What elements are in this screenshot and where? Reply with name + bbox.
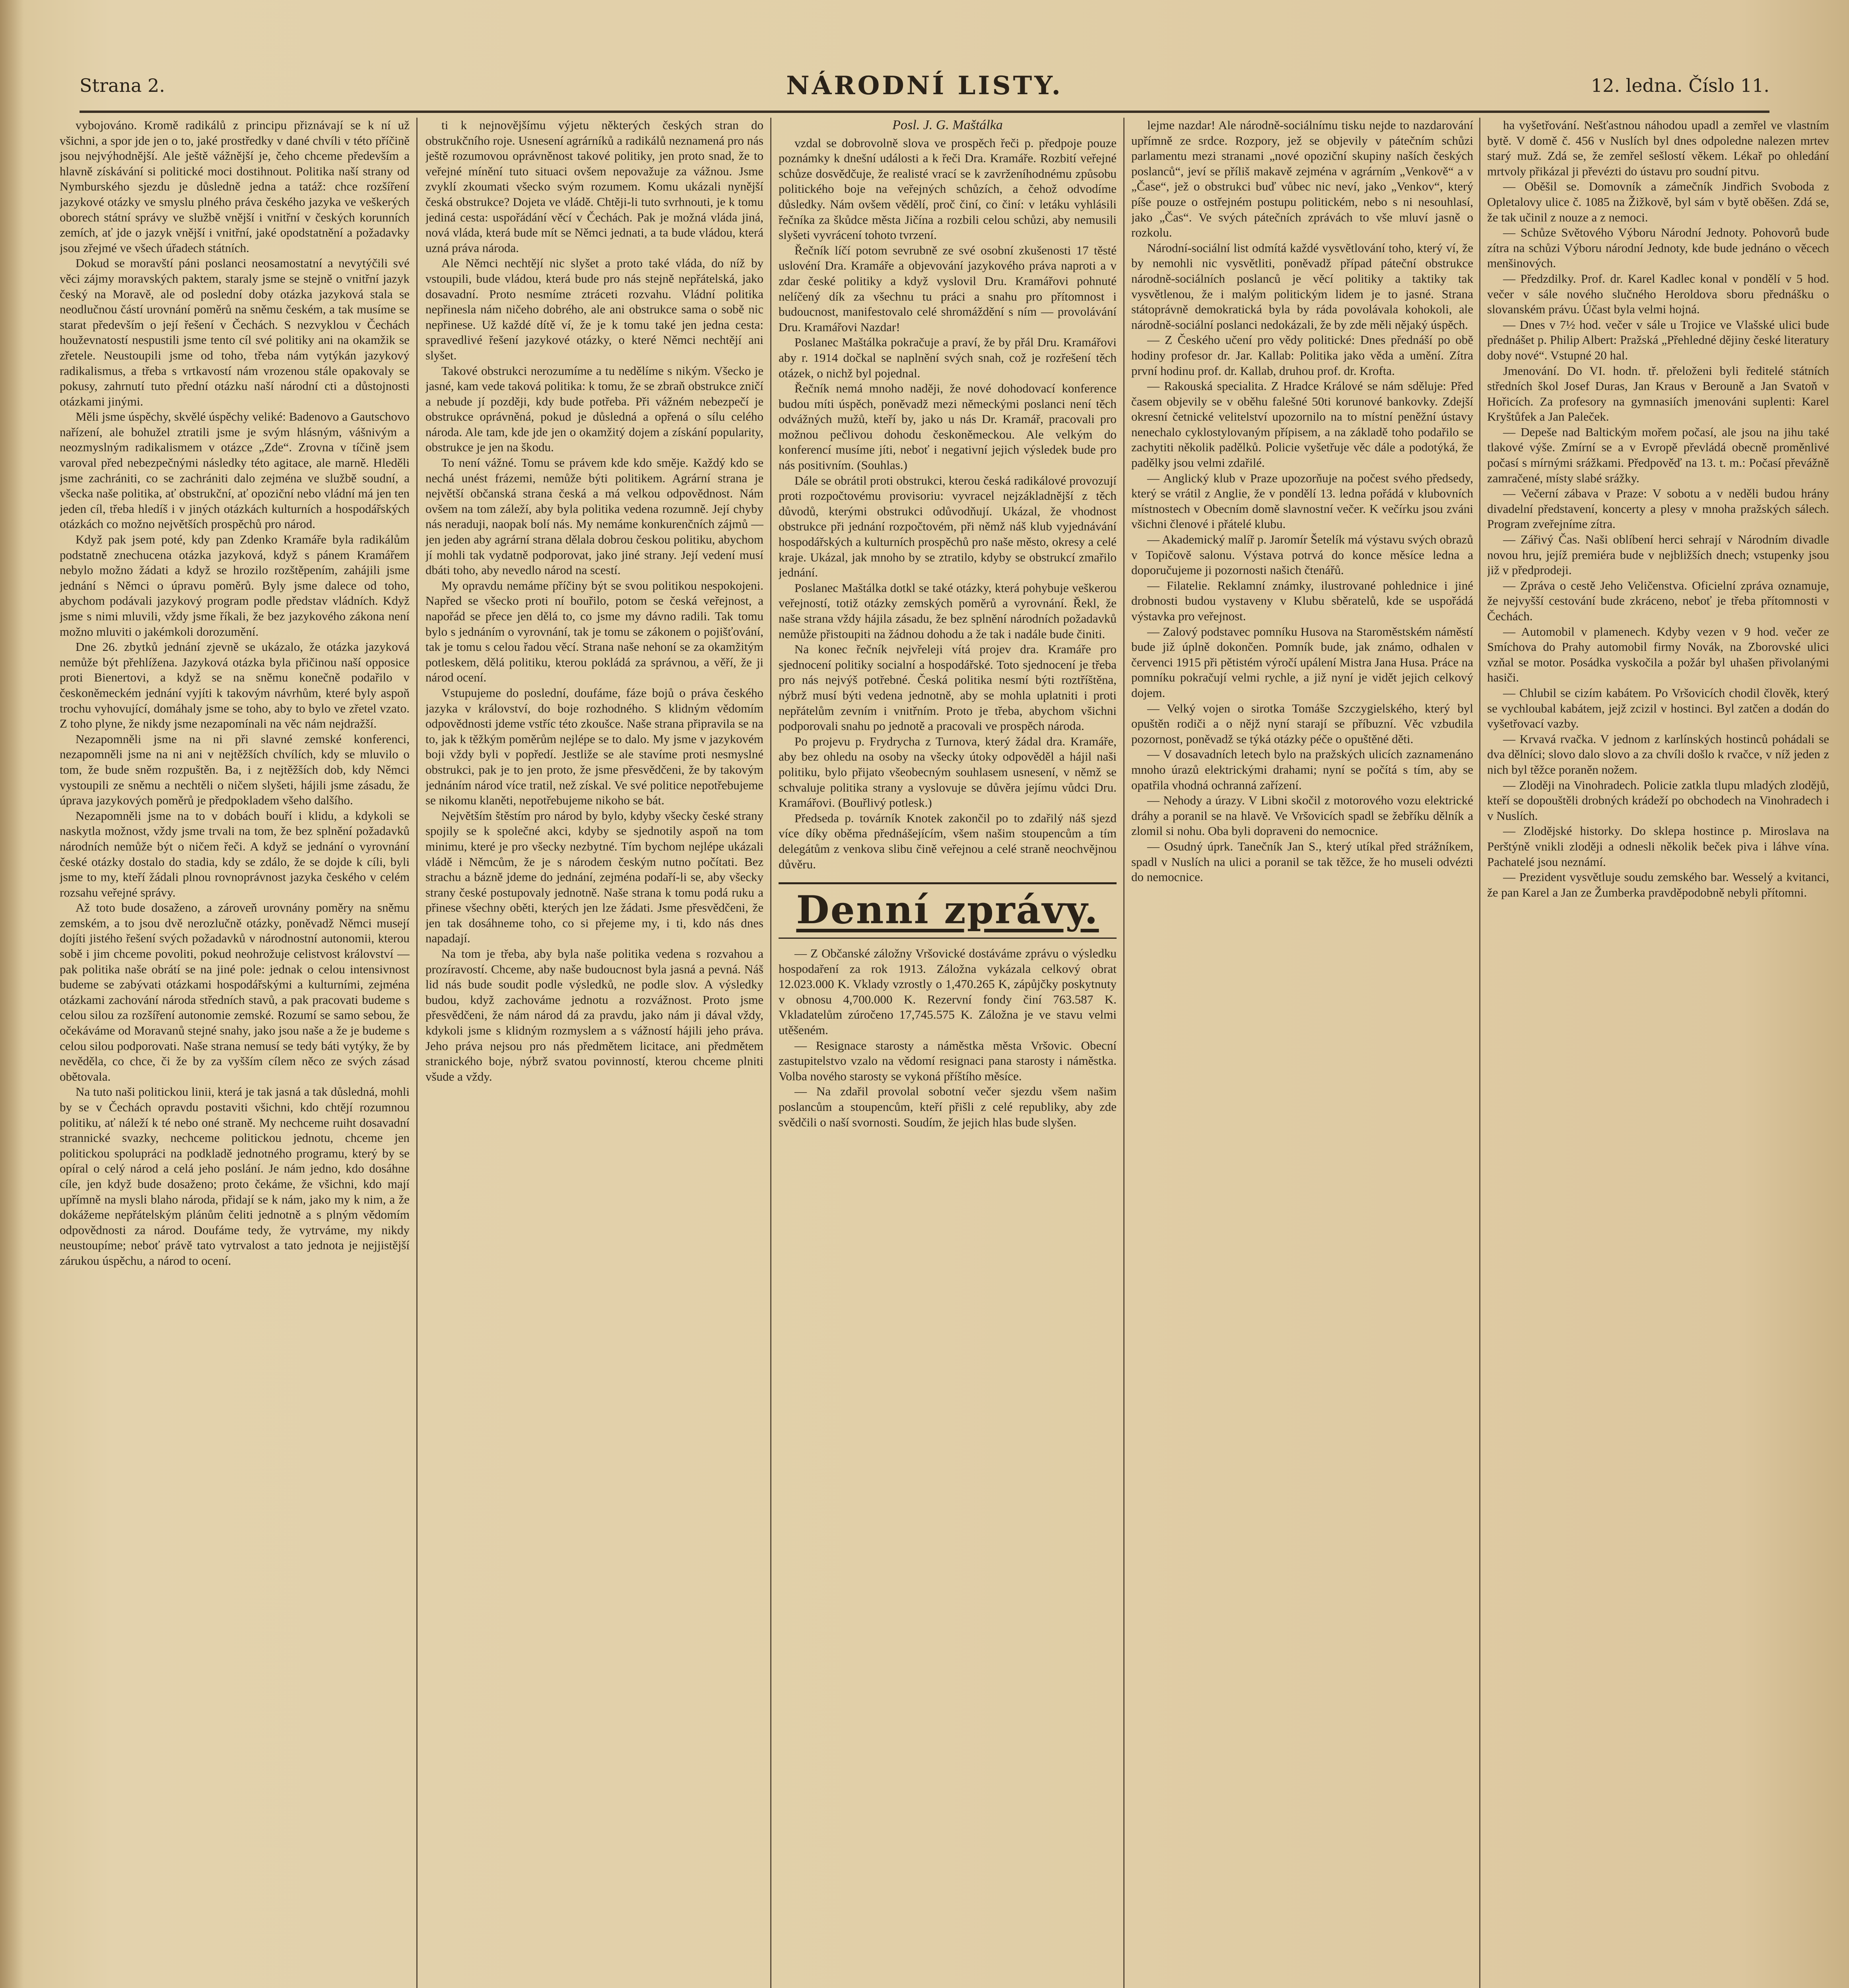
article-paragraph: Nezapomněli jsme na ni při slavné zemské konferenci, nezapomněli jsme na ni ani v nejtěžších chvílích, kdy se mluvilo o tom, že bude sněm rozpuštěn. Ba, i z nejtěžších dob, kdy Němci vystoupili ze sněmu a nechtěli o ničem slyšeti, hájili jsme zásadu, že úprava jazykových poměrů je předpokladem všeho dalšího. <box>60 732 410 808</box>
column-divider <box>1479 118 1480 1988</box>
news-item: — Zloději na Vinohradech. Policie zatkla tlupu mladých zlodějů, kteří se dopouštěli drobných krádeží po obchodech na Vinohradech i v Nuslích. <box>1487 778 1829 823</box>
header-rule <box>80 111 1769 113</box>
news-item: — Chlubil se cizím kabátem. Po Vršovicích chodil člověk, který se vychloubal kabátem, jejž zcizil v hostinci. Byl zatčen a dodán do vyšetřovací vazby. <box>1487 685 1829 731</box>
news-item: — Automobil v plamenech. Kdyby vezen v 9 hod. večer ze Smíchova do Prahy automobil firmy Novák, na Zborovské ulici vzňal se motor. Posádka vyskočila a požár byl uhašen přivolanými hasiči. <box>1487 624 1829 685</box>
article-paragraph: Na konec řečník nejvřeleji vítá projev dra. Kramáře pro sjednocení politiky socialní a hospodářské. Toto sjednocení je třeba pro nás nejvýš potřebné. Česká politika nesmí býti roztříštěna, nýbrž musí býti vedena jednotně, aby se mohla uplatniti i proti nepřátelům zevním i vnitřním. Proto je třeba, abychom všichni podporovali snahu po jednotě a pracovali ve prospěch národa. <box>779 642 1117 733</box>
news-item: — Předzdilky. Prof. dr. Karel Kadlec konal v pondělí v 5 hod. večer v sále nového slučného Heroldova sboru přednášku o slovanském právu. Účast byla velmi hojná. <box>1487 271 1829 316</box>
section-rule <box>779 882 1117 884</box>
news-item: — Prezident vysvětluje soudu zemského bar. Wesselý a kvitanci, že pan Karel a Jan ze Žumberka pravděpodobně nebyli přítomni. <box>1487 870 1829 899</box>
article-paragraph: vzdal se dobrovolně slova ve prospěch řeči p. předpoje pouze poznámky k dnešní události a k řeči Dra. Kramáře. Rozbití veřejné schůze dosvědčuje, že realisté vrací se k zavrženíhodnému způsobu politického boje na veřejných schůzích, a čehož odvodíme důsledky. Nám ovšem vědělí, proč činí, co činí: v letáku vyhlásili řečníka za škůdce města Jičína a rozbili celou schůzi, aby nemusili slyšeti vyvrácení tohoto tvrzení. <box>779 136 1117 242</box>
news-item: — Krvavá rvačka. V jednom z karlínských hostinců pohádali se dva dělníci; slovo dalo slovo a za chvíli došlo k rvačce, v níž jeden z nich byl těžce poraněn nožem. <box>1487 732 1829 777</box>
binding-shadow <box>0 0 24 1988</box>
news-item: — Zlodějské historky. Do sklepa hostince p. Miroslava na Perštýně vnikli zloději a odnesli několik beček piva i láhve vína. Pachatelé jsou neznámí. <box>1487 824 1829 869</box>
news-item: — Rakouská specialita. Z Hradce Králové se nám sděluje: Před časem objevily se v oběhu falešné 50ti korunové bankovky. Zdejší okresní četnické velitelství upozornilo na to místní peněžní ústavy nenechalo cyklostylovaným přípisem, a na základě toho podařilo se zachytiti několik padělků. Policie vyšetřuje věc dále a podotýká, že padělky jsou velmi zdařilé. <box>1131 379 1473 470</box>
news-item: — Filatelie. Reklamní známky, ilustrované pohlednice i jiné drobnosti budou vystaveny v Klubu sběratelů, kde se uspořádá výstavka pro veřejnost. <box>1131 578 1473 623</box>
masthead-title: NÁRODNÍ LISTY. <box>786 71 1063 101</box>
article-paragraph: Vstupujeme do poslední, doufáme, fáze bojů o práva českého jazyka v království, do boje rozhodného. S klidným vědomím odpovědnosti jdeme vstříc této zkoušce. Naše strana připravila se na to, jak k těžkým poměrům nejlépe se to dalo. My jsme v jazykovém boji vždy byli v popředí. Jestliže se ale stavíme proti nesmyslné obstrukci, pak je to jen proto, že jsme přesvědčeni, že by takovým jednáním národ více tratil, než získal. Ve své politice nepotřebujeme se nikomu klaněti, nepotřebujeme nikoho se bát. <box>425 685 763 808</box>
news-item: — V dosavadních letech bylo na pražských ulicích zaznamenáno mnoho úrazů elektrickými drahami; nyní se počítá s tím, aby se opatřila vhodná ochranná zařízení. <box>1131 747 1473 792</box>
news-item: lejme nazdar! Ale národně-sociálnímu tisku nejde to nazdarování upřímně ze srdce. Rozpory, jež se objevily v pátečním schůzi parlamentu mezi stranami „nové opoziční skupiny naších českých poslanců“, jeví se příliš makavě zejména v agrárním „Venkově“ a v „Čase“, jež o obstrukci buď vůbec nic neví, jako „Venkov“, který píše pouze o ostřejném postupu politickém, nebo s ni nesouhlasí, jako „Čas“. Ve svých pátečních zprávách to vše mluví jasně o rozkolu. <box>1131 118 1473 240</box>
article-paragraph: Na tuto naši politickou linii, která je tak jasná a tak důsledná, mohli by se v Čechách opravdu postaviti všichni, kdo chtějí rozumnou politiku, ať náleží k té nebo oné straně. My nechceme ruiht dosavadní strannické svazky, nechceme politickou jednotu, chceme jen politickou spolupráci na podkladě jednotného programu, který by se opíral o celý národ a celá jeho poslání. Je nám jedno, kdo dosáhne cíle, jen když bude dosaženo; proto čekáme, že všichni, kdo mají upřímně na mysli blaho národa, přidají se k nám, jako my k nim, a že dokážeme nepřátelským plánům čeliti jednotně a s plným vědomím odpovědnosti za národ. Doufáme tedy, že vytrváme, my nikdy neustoupíme; neboť právě tato vytrvalost a tato jednota je nejjistější zárukou úspěchu, a národ to ocení. <box>60 1085 410 1268</box>
article-paragraph: Poslanec Maštálka pokračuje a praví, že by přál Dru. Kramářovi aby r. 1914 dočkal se naplnění svých snah, což je rozřešení těch otázek, o nichž byl pojednal. <box>779 335 1117 380</box>
article-paragraph: Řečník nemá mnoho naději, že nové dohodovací konference budou míti úspěch, poněvadž mezi německými poslanci není těch odvážných mužů, kteří by, jako u nás Dr. Kramář, pracovali pro možnou pečlivou dohodu českoněmeckou. Ale velkým do konferencí musíme jíti, neboť i negativní jejich výsledek bude pro nás positivním. (Souhlas.) <box>779 381 1117 472</box>
column-divider <box>416 118 418 1988</box>
news-item: — Zářivý Čas. Naši oblíbení herci sehrají v Národním divadle novou hru, jejíž premiéra bude v nejbližších dnech; vstupenky jsou již v předprodeji. <box>1487 532 1829 577</box>
article-paragraph: Měli jsme úspěchy, skvělé úspěchy veliké: Badenovo a Gautschovo nařízení, ale bohužel ztratili jsme je svým hlásným, vášnivým a neozmyslným radikalismem v otázce „Zde“. Zrovna v tíčině jsem varoval před nebezpečnými následky této agitace, ale marně. Hleděli jsme zachrániti, co se zachrániti dalo zejména ve službě soudní, a všecka naše politika, ať obstrukční, ať opoziční nebo vládní má jen ten jeden cíl, třeba hledíš i v jiných otázkách kulturních a hospodářských otázkách co možno největších prospěchů pro národ. <box>60 410 410 531</box>
article-paragraph: Předseda p. továrník Knotek zakončil po to zdařilý náš sjezd více díky oběma přednášejícím, všem našim stoupencům a tím delegátům z venkova slibu čině veřejnou a celé straně neochvějnou důvěru. <box>779 811 1117 871</box>
news-item: — Večerní zábava v Praze: V sobotu a v neděli budou hrány divadelní představení, koncerty a plesy v mnoha pražských sálech. Program zveřejníme zítra. <box>1487 486 1829 531</box>
article-paragraph: Takové obstrukci nerozumíme a tu nedělíme s nikým. Všecko je jasné, kam vede taková politika: k tomu, že se zbraň obstrukce zničí a nebude jí později, kdy bude potřeba. Při vážném nebezpečí je obstrukce oprávněná, pokud je důsledná a opřená o sílu celého národa. Ale tam, kde jde jen o okamžitý dojem a získání popularity, obstrukce je jen na škodu. <box>425 363 763 454</box>
section-heading-block <box>779 882 1117 939</box>
article-paragraph: Na tom je třeba, aby byla naše politika vedena s rozvahou a prozíravostí. Chceme, aby naše budoucnost byla jasná a pevná. Náš lid nás bude soudit podle výsledků, ne podle slov. A výsledky budou, když zachováme jednotu a rozvážnost. Proto jsme přesvědčeni, že nám národ dá za pravdu, jako nám ji dával vždy, kdykoli jsme s klidným rozmyslem a s vážností hájili jeho práva. Jeho práva nejsou pro nás předmětem licitace, ani předmětem stranického boje, nýbrž svatou povinností, kterou chceme plniti všude a vždy. <box>425 947 763 1083</box>
article-paragraph: My opravdu nemáme příčiny být se svou politikou nespokojeni. Napřed se všecko proti ní bouřilo, potom se česká veřejnost, a napořád se přece jen dělá to, co jsme my dávno radili. Tak tomu bylo s jednáním o vyrovnání, tak je tomu se zákonem o pojišťování, tak je tomu s celou řadou věcí. Strana naše nehoní se za okamžitým potleskem, dělá politiku, kterou pokládá za správnou, a věří, že ji národ ocení. <box>425 578 763 685</box>
article-paragraph: Dokud se moravští páni poslanci neosamostatní a nevytýčili své věci zájmy moravských paktem, staraly jsme se stejně o vnitřní jazyk český na Moravě, ale od poslední doby otázka jazyková stala se neodlučnou částí urovnání poměrů na sněmu českém, a tak musíme se starat především o její řešení v Čechách. S nezvyklou v Čechách houževnatostí nespustili jsme tento cíl své politiky ani na okamžik se zřetele. Neustoupili jsme od toho, třeba nám vytýkán jazykový radikalismus, a třeba s vrtkavostí nám vrozenou stále opakovaly se pokusy, zahrnutí tuto přední otázku naší národní cti a důstojnosti otázkami jinými. <box>60 256 410 408</box>
article-paragraph: Až toto bude dosaženo, a zároveň urovnány poměry na sněmu zemském, a to jsou dvě nerozlučně otázky, poněvadž Němci musejí dojíti jistého řešení svých požadavků v národnostní autonomii, kterou sobě i jim chceme povoliti, pokud neohrožuje celistvost království — pak politika naše obrátí se na jiné pole: jednak o celou intensivnost budeme se zabývati otázkami hospodářskými a kulturními, zejména otázkami zachování národa středních stavů, a pak pracovati budeme s celou silou za rozšíření autonomie zemské. Rozumí se samo sebou, že očekáváme od Moravanů stejné snahy, jako jsou naše a že je budeme s celou silou podporovati. Naše strana nemusí se tedy báti vytýky, že by nevěděla, co chce, či že by za vyšším cílem něco ze svých zásad obětovala. <box>60 901 410 1083</box>
article-paragraph: Největším štěstím pro národ by bylo, kdyby všecky české strany spojily se k společné akci, kdyby se sjednotily aspoň na tom minimu, které je pro všecky nezbytné. Tím bychom nejlépe ukázali vládě i Němcům, že je s národem českým nutno počítati. Bez strachu a bázně jdeme do jednání, zejména podaří-li se, aby všecky strany české postupovaly jednotně. Naše strana k tomu podá ruku a přinese všechny oběti, kterých jen lze žádati. Jsme přesvědčeni, že jen tak dosáhneme toho, co si přejeme my, i ti, kdo nás dnes napadají. <box>425 808 763 945</box>
news-item: — Zpráva o cestě Jeho Veličenstva. Oficielní zpráva oznamuje, že nejvyšší cestování bude zkráceno, neboť je třeba přítomnosti v Čechách. <box>1487 578 1829 623</box>
article-paragraph: Když pak jsem poté, kdy pan Zdenko Kramáře byla radikálům podstatně znechucena otázka jazyková, když s pánem Kramářem nebylo možno žádati a když se hrozilo rozštěpením, zahájili jsme jednání s Němci o úpravu poměrů. Byly jsme dalece od toho, abychom podávali jazykový program podle představ vládních. Když jsme s nimi mluvili, vždy jsme říkali, že bez jazykového zákona není možno mluviti o jakémkoli dorozumění. <box>60 532 410 639</box>
article-paragraph: ti k nejnovějšímu výjetu některých českých stran do obstrukčního roje. Usnesení agrárníků a radikálů neznamená pro nás ještě rozumovou oprávněnost takové politiky, jen proto snad, že to veřejné mínění tuto situaci ovšem nepovažuje za vážnou. Jsme zvyklí zkoumati všecko svým rozumem. Komu ukázali nynější česká obstrukce? Dojeta ve vládě. Chtěji-li tuto svrhnouti, je k tomu jediná cesta: uspořádání věcí v Čechách. Pak je možná vláda jiná, nová vláda, která bude mít se Němci jednati, a ta bude vládou, která uzná práva národa. <box>425 118 763 255</box>
column-4 <box>1131 118 1473 1988</box>
news-item: — Akademický malíř p. Jaromír Šetelík má výstavu svých obrazů v Topičově salonu. Výstava potrvá do konce měsíce ledna a doporučujeme ji pozornosti našich čtenářů. <box>1131 532 1473 577</box>
news-item: — Na zdařil provolal sobotní večer sjezdu všem našim poslancům a stoupencům, kteří přišli z celé republiky, aby zde svědčili o naší svornosti. Soudím, že jejich hlas bude slyšen. <box>779 1084 1117 1129</box>
news-item: ha vyšetřování. Nešťastnou náhodou upadl a zemřel ve vlastním bytě. V domě č. 456 v Nuslích byl dnes odpoledne nalezen mrtev starý muž. Zdá se, že zemřel sešlostí věkem. Lékař po ohledání mrtvoly přikázal ji převézti do ústavu pro soudní pitvu. <box>1487 118 1829 178</box>
column-divider <box>1123 118 1125 1988</box>
column-divider <box>770 118 771 1988</box>
article-paragraph: Dále se obrátil proti obstrukci, kterou česká radikálové provozují proti rozpočtovému provisoriu: vyvracel nejzákladnější z těch důvodů, kterými obstrukci odůvodňují. Ukázal, že vhodnost obstrukce při jednání rozpočtovém, při němž náš klub vyjednávání hospodářských a kulturních prospěchů pro naše město, okresy a celé kraje. Ukázal, jak mnoho by se ztratilo, kdyby se obstrukcí zmařilo jednání. <box>779 473 1117 580</box>
issue-date: 12. ledna. Číslo 11. <box>1591 75 1769 96</box>
article-paragraph: vybojováno. Kromě radikálů z principu přiznávají se k ní už všichni, a spor jde jen o to, jaké prostředky v dané chvíli v této příčině jsou nejvýhodnější. Ale ještě vážnější je, čeho chceme především a hlavně získávání si politické moci dostihnout. Politika naší strany od Nymburského sjezdu je důsledně jedna a tatáž: chce rozšíření jazykové otázky ve smyslu plného práva českého jazyka ve veškerých oborech státní správy ve službě vnější i vnitřní v českých korunních zemích, ať jde o jazyk vnější i vnitřní, jaké opodstatnění a požadavky jsou zřejmé ve všech úřadech státních. <box>60 118 410 255</box>
page-number: Strana 2. <box>80 75 165 96</box>
column-3 <box>779 118 1117 1988</box>
news-item: — Zalový podstavec pomníku Husova na Staroměstském náměstí bude již úplně dokončen. Pomník bude, jak známo, odhalen v červenci 1915 při pětistém výročí upálení Mistra Jana Husa. Práce na pomníku pokračují velmi rychle, a již nyní je vidět jejich celkový dojem. <box>1131 624 1473 700</box>
news-item: — Nehody a úrazy. V Libni skočil z motorového vozu elektrické dráhy a poranil se na hlavě. Ve Vršovicích spadl se žebříku dělník a zlomil si nohu. Oba byli dopraveni do nemocnice. <box>1131 793 1473 838</box>
article-paragraph: Po projevu p. Frydrycha z Turnova, který žádal dra. Kramáře, aby bez ohledu na osoby na všecky útoky odpověděl a hájil naši politiku, bylo přijato všeobecným souhlasem usnesení, v němž se schvaluje politika strany a vyslovuje se důvěra jejímu vůdci Dru. Kramářovi. (Bouřlivý potlesk.) <box>779 734 1117 810</box>
section-title: Denní zprávy. <box>796 887 1099 933</box>
article-paragraph: To není vážné. Tomu se právem kde kdo směje. Každý kdo se nechá unést frázemi, nemůže býti politikem. Agrární strana je největší občanská strana česká a má velkou odpovědnost. Nám ovšem na tom záleží, aby byla politika vedena rozumně. Její chyby nás neraduji, naopak bolí nás. My nemáme konkurenčních zájmů — jen jeden aby agrární strana dělala dobrou českou politiku, abychom jí mohli tak vydatně podporovat, jako jiné strany. Její vedení musí dbáti toho, aby nevedlo národ na scestí. <box>425 456 763 577</box>
page-header <box>80 71 1769 107</box>
news-item: — Resignace starosty a náměstka města Vršovic. Obecní zastupitelstvo vzalo na vědomí resignaci pana starosty i náměstka. Volba nového starosty se vykoná příštího měsíce. <box>779 1038 1117 1083</box>
news-item: — Schůze Světového Výboru Národní Jednoty. Pohovorů bude zítra na schůzi Výboru národní Jednoty, kde bude jednáno o věcech menšinových. <box>1487 225 1829 270</box>
news-item: — Depeše nad Baltickým mořem počasí, ale jsou na jihu také tlakové výše. Zmírní se a v Evropě převládá obecně proměnlivé počasí s mírnými srážkami. Předpověď na 13. t. m.: Počasí převážně zamračené, místy slabé srážky. <box>1487 425 1829 485</box>
news-item: Národní-sociální list odmítá každé vysvětlování toho, který ví, že by nemohli nic vysvětliti, poněvadž případ páteční obstrukce národně-sociálních poslanců je věcí politiky a taktiky tak vysvětlenou, že i malým politickým lidem je to jasné. Strana státoprávně demokratická byla by ráda povolávala kohokoli, ale národně-sociální poslanci nedokázali, že by zde měli nějaký úspěch. <box>1131 241 1473 332</box>
column-2 <box>425 118 763 1988</box>
article-byline: Posl. J. G. Maštálka <box>892 118 1003 132</box>
news-item: — Oběšil se. Domovník a zámečník Jindřich Svoboda z Opletalovy ulice č. 1085 na Žižkově, byl sám v bytě oběšen. Zdá se, že tak učinil z nouze a z nemoci. <box>1487 179 1829 224</box>
news-item: — Z Českého učení pro vědy politické: Dnes přednáší po obě hodiny profesor dr. Jar. Kallab: Politika jako věda a umění. Zítra první hodinu prof. dr. Kallab, druhou prof. dr. Krofta. <box>1131 333 1473 378</box>
section-rule <box>779 938 1117 939</box>
article-paragraph: Poslanec Maštálka dotkl se také otázky, která pohybuje veškerou veřejností, totiž otázky zemských poměrů a vyrovnání. Řekl, že naše strana vždy hájila zásadu, že bez splnění národních požadavků nemůže přistoupiti na žádnou dohodu a že tak i nadále bude činiti. <box>779 580 1117 641</box>
news-item: — Velký vojen o sirotka Tomáše Szczygielského, který byl opuštěn rodiči a o nějž nyní starají se příbuzní. Věc vzbudila pozornost, poněvadž se týká otázky péče o opuštěné děti. <box>1131 701 1473 746</box>
news-item: Jmenování. Do VI. hodn. tř. přeloženi byli ředitelé státních středních škol Josef Duras, Jan Kraus v Berouně a Jan Svatoň v Hořicích. Za profesory na gymnasiích jmenováni suplenti: Karel Kryštůfek a Jan Paleček. <box>1487 363 1829 424</box>
article-paragraph: Ale Němci nechtějí nic slyšet a proto také vláda, do níž by vstoupili, bude vládou, která bude pro nás stejně nepřátelská, jako dosavadní. Proto nesmíme ztráceti rozvahu. Vládní politika nepřinesla nám ničeho dobrého, ale ani obstrukce sama o sobě nic nepřinese. Už každé dítě ví, že je k tomu také jen jedna cesta: spravedlivé řešení jazykové otázky, o které Němci nechtějí ani slyšet. <box>425 256 763 362</box>
news-item: — Dnes v 7½ hod. večer v sále u Trojice ve Vlašské ulici bude přednášet p. Philip Albert: Pražská „Přehledné dějiny české literatury doby nové“. Vstupné 20 hal. <box>1487 317 1829 362</box>
news-item: — Z Občanské záložny Vršovické dostáváme zprávu o výsledku hospodaření za rok 1913. Záložna vykázala celkový obrat 12.023.000 K. Vklady vzrostly o 1,470.265 K, zápůjčky poskytnuty v obnosu 4,700.000 K. Rezervní fondy činí 763.587 K. Vkladatelům zúročeno 17,745.575 K. Záložna je ve stavu velmi utěšeném. <box>779 946 1117 1037</box>
article-paragraph: Řečník líčí potom sevrubně ze své osobní zkušenosti 17 těsté uslovéní Dra. Kramáře a objevování jazykového práva naproti a v zdar české politiky a když vyslovil Dru. Kramářovi pohnuté nelíčený dík za všechnu tu práci a snahu pro přítomnost i budoucnost, manifestovalo celé shromáždění s ním — provolávání Dru. Kramářovi Nazdar! <box>779 243 1117 334</box>
news-item: — Anglický klub v Praze upozorňuje na počest svého předsedy, který se vrátil z Anglie, že v pondělí 13. ledna pořádá v klubovních místnostech v Obecním domě slavnostní večer. K večírku jsou zváni všichni členové i přátelé klubu. <box>1131 471 1473 531</box>
column-5 <box>1487 118 1829 1988</box>
article-paragraph: Dne 26. zbytků jednání zjevně se ukázalo, že otázka jazyková nemůže být přehlížena. Jazyková otázka byla přičinou naší opposice proti Bienertovi, a když se na sněmu konečně podařilo v českoněmeckém jednání vyjíti k takovým návrhům, které byly aspoň trochu vyhovující, domáhaly jsme se toho, aby to bylo ve zřetel vzato. Z toho plyne, že nikdy jsme nezapomínali na věc nám nejdražší. <box>60 640 410 731</box>
article-paragraph: Nezapomněli jsme na to v dobách bouří i klidu, a kdykoli se naskytla možnost, vždy jsme trvali na tom, že bez splnění požadavků národních nemůže být o ničem řeči. A když se jednání o vyrovnání české otázky dostalo do stadia, kdy se zdálo, že se dojde k cíli, byli jsme to my, kteří žádali plnou rovnoprávnost jazyka českého v celém rozsahu veřejné správy. <box>60 808 410 899</box>
news-item: — Osudný úprk. Tanečník Jan S., který utíkal před strážníkem, spadl v Nuslích na ulici a poranil se tak těžce, že ho museli odvézti do nemocnice. <box>1131 839 1473 884</box>
column-1 <box>60 118 410 1988</box>
